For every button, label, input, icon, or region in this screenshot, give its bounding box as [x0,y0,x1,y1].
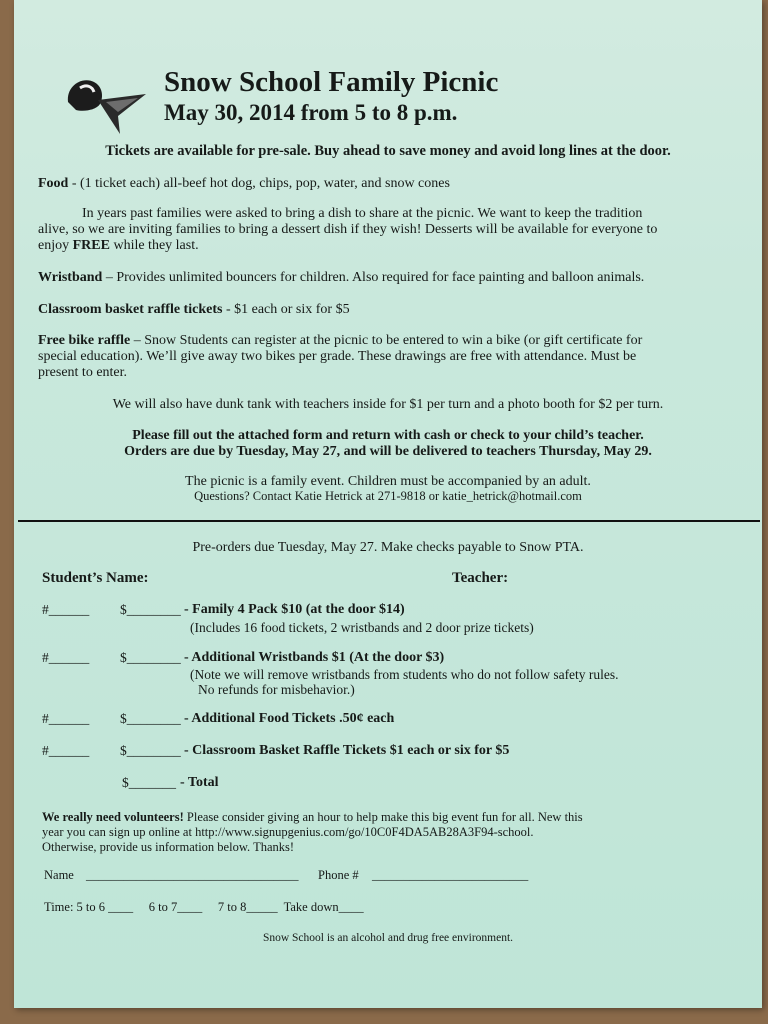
teacher-label: Teacher: [452,570,509,586]
total-label: - Total [180,775,219,790]
item-1-amount-blank[interactable]: $________ [120,602,181,617]
volunteer-time-slots[interactable]: Time: 5 to 6 ____ 6 to 7____ 7 to 8_____ Take down____ [44,900,364,914]
volunteer-name-label: Name [44,868,74,882]
bike-text: – Snow Students can register at the picnic to be entered to win a bike (or gift certificate for [130,333,643,348]
page-title: Snow School Family Picnic [164,66,499,98]
volunteer-name-blank[interactable]: __________________________________ [86,868,299,882]
dessert-line-1: In years past families were asked to bring a dish to share at the picnic. We want to keep the tradition [82,206,643,221]
item-2-note-2: No refunds for misbehavior.) [198,682,355,697]
dessert-text: enjoy [38,238,73,253]
item-4-amount-blank[interactable]: $________ [120,743,181,758]
total-amount-blank[interactable]: $_______ [122,775,176,790]
volunteers-heading: We really need volunteers! [42,810,184,824]
event-date: May 30, 2014 from 5 to 8 p.m. [164,100,458,125]
raffle-text: - $1 each or six for $5 [222,302,350,317]
volunteer-phone-blank[interactable]: _________________________ [372,868,529,882]
cut-divider [18,520,760,522]
volunteers-line-1 [42,810,583,825]
bike-line-2: special education). We’ll give away two bikes per grade. These drawings are free with attendance. Must be [38,349,637,364]
item-4-label: - Classroom Basket Raffle Tickets $1 each or six for $5 [184,743,510,758]
instructions-line-1: Please fill out the attached form and return with cash or check to your child’s teacher. [132,428,644,443]
item-3-count-blank[interactable]: #______ [42,711,90,726]
volunteers-line-3: Otherwise, provide us information below. Thanks! [42,840,295,854]
family-event-line: The picnic is a family event. Children must be accompanied by an adult. [185,474,591,489]
raffle-label: Classroom basket raffle tickets [38,302,223,317]
tickets-notice: Tickets are available for pre-sale. Buy ahead to save money and avoid long lines at the door. [105,143,671,159]
flyer-page [14,0,762,1008]
dessert-text-end: while they last. [109,238,199,253]
item-2-note-1: (Note we will remove wristbands from students who do not follow safety rules. [190,667,619,682]
food-label: Food [38,176,69,191]
contact-line: Questions? Contact Katie Hetrick at 271-9818 or katie_hetrick@hotmail.com [194,489,582,503]
item-4-count-blank[interactable]: #______ [42,743,90,758]
item-2-label: - Additional Wristbands $1 (At the door $3) [184,650,445,665]
bike-line-3: present to enter. [38,365,128,380]
item-2-amount-blank[interactable]: $________ [120,650,181,665]
wristband-text: – Provides unlimited bouncers for children. Also required for face painting and balloon animals. [102,270,645,285]
hot-dog-logo-icon [60,72,150,138]
item-3-label: - Additional Food Tickets .50¢ each [184,711,395,726]
dessert-line-3 [38,238,199,254]
raffle-line [38,302,350,318]
bike-line-1 [38,333,642,349]
item-3-amount-blank[interactable]: $________ [120,711,181,726]
free-emphasis: FREE [72,238,110,253]
bike-label: Free bike raffle [38,333,131,348]
volunteers-text: Please consider giving an hour to help make this big event fun for all. New this [183,810,583,824]
food-line [38,176,450,192]
dunk-tank-line: We will also have dunk tank with teachers inside for $1 per turn and a photo booth for $2 per turn. [112,397,664,412]
dessert-line-2: alive, so we are inviting families to bring a dessert dish if they wish! Desserts will be available for everyone to [38,222,658,237]
volunteers-line-2: year you can sign up online at http://www.signupgenius.com/go/10C0F4DA5AB28A3F94-school. [42,825,534,839]
item-1-note: (Includes 16 food tickets, 2 wristbands and 2 door prize tickets) [190,620,534,635]
instructions-line-2: Orders are due by Tuesday, May 27, and will be delivered to teachers Thursday, May 29. [124,444,652,459]
wristband-line [38,270,644,286]
wristband-label: Wristband [38,270,103,285]
item-1-label: - Family 4 Pack $10 (at the door $14) [184,602,405,617]
item-2-count-blank[interactable]: #______ [42,650,90,665]
volunteer-phone-label: Phone # [318,868,359,882]
item-1-count-blank[interactable]: #______ [42,602,90,617]
food-text: - (1 ticket each) all-beef hot dog, chips, pop, water, and snow cones [68,176,450,191]
footer-note: Snow School is an alcohol and drug free environment. [262,932,514,944]
student-name-label: Student’s Name: [42,570,149,586]
preorders-note: Pre-orders due Tuesday, May 27. Make checks payable to Snow PTA. [192,540,584,555]
